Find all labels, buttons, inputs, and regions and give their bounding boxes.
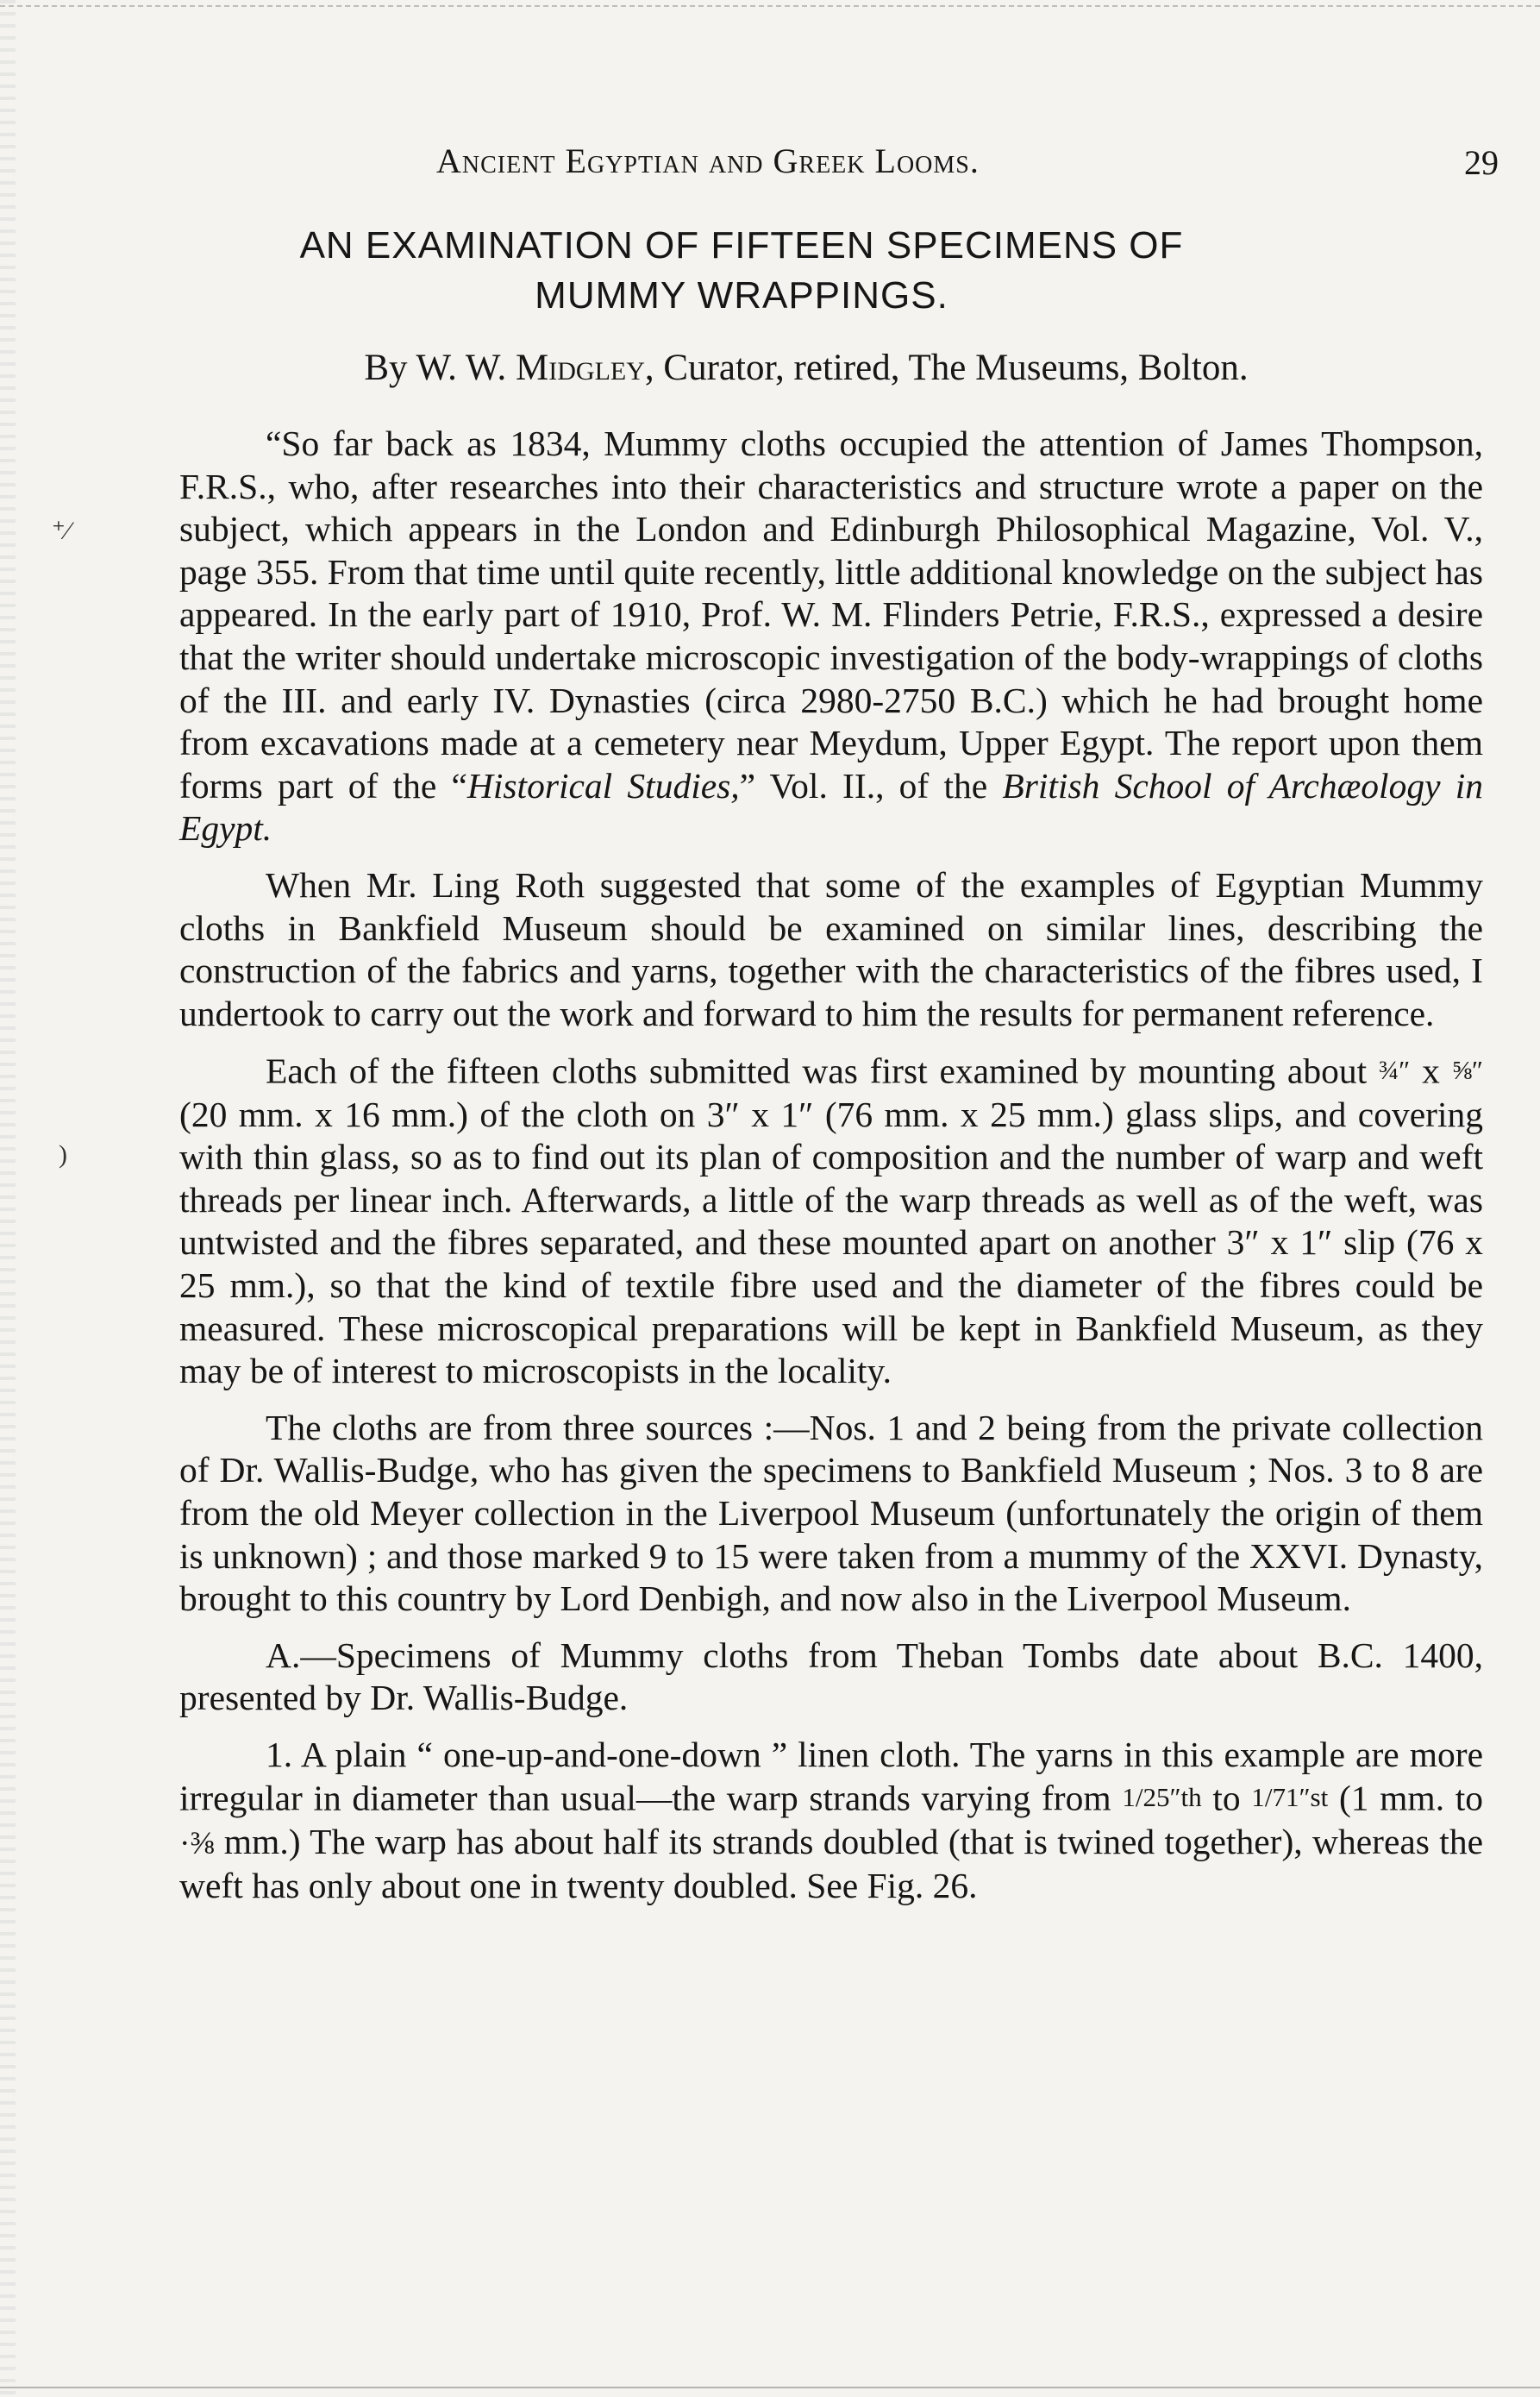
paragraph-text: Each of the fifteen cloths submitted was first examined by mounting about (266, 1051, 1379, 1091)
italic-text: Historical Studies, (466, 765, 740, 806)
byline-author: Midgley (516, 348, 645, 388)
paragraph-text: 1. A plain “ one-up-and-one-down ” linen cloth. The yarns in this example are more irregular in diameter than usual—the warp strands varying from (179, 1734, 1483, 1819)
paragraph-text: “So far back as 1834, Mummy cloths occupied the attention of James Thompson, F.R.S., who, after researches into their characteristics and structure wrote a paper on the subject, which appears in the London and Edinburgh Philosophical Magazine, Vol. V., page 355. From that time until quite recently, little additional knowledge on the subject has appeared. In the early part of 1910, Prof. W. M. Flinders Petrie, F.R.S., expressed a desire that the writer should undertake microscopic investigation of the body-wrappings of cloths of the III. and early IV. Dynasties (circa 2980-2750 B.C.) which he had brought home from excavations made at a cemetery near Meydum, Upper Egypt. The report upon them forms part of the “ (179, 424, 1483, 806)
left-page-edge (0, 0, 16, 2397)
fraction: ⅝″ (1451, 1055, 1484, 1086)
article-body (179, 423, 1483, 1922)
paragraph-2: When Mr. Ling Roth suggested that some of the examples of Egyptian Mummy cloths in Bankfield Museum should be examined on similar lines, describing the construction of the fabrics and yarns, together with the characteristics of the fibres used, I undertook to carry out the work and forward to him the results for permanent reference. (179, 864, 1483, 1033)
fraction: ·⅜ (179, 1825, 215, 1861)
paragraph-text: (20 mm. x 16 mm.) of the cloth on 3″ x 1″ (76 mm. x 25 mm.) glass slips, and covering with thin glass, so as to find out its plan of composition and the number of warp and weft threads per linear inch. Afterwards, a little of the warp threads as well as of the weft, was untwisted and the fibres separated, and these mounted apart on another 3″ x 1″ slip (76 x 25 mm.), so that the kind of textile fibre used and the diameter of the fibres could be measured. These microscopical preparations will be kept in Bankfield Museum, as they may be of interest to microscopists in the locality. (179, 1094, 1483, 1391)
paragraph-text: mm.) The warp has about half its strands doubled (that is twined together), whereas the weft has only about one in twenty doubled. See Fig. 26. (179, 1821, 1483, 1906)
section-heading-a: A.—Specimens of Mummy cloths from Theban Tombs date about B.C. 1400, presented by Dr. Wallis-Budge. (179, 1635, 1483, 1718)
paragraph-text: to (1201, 1779, 1252, 1819)
running-head: Ancient Egyptian and Greek Looms. (436, 141, 980, 180)
paragraph-text: (1 mm. to (1328, 1779, 1484, 1819)
paragraph-specimen-1 (179, 1734, 1483, 1908)
paragraph-1 (179, 423, 1483, 850)
top-page-edge (0, 0, 1540, 7)
paragraph-text: ” Vol. II., of the (739, 765, 1003, 806)
italic-text: British School of Archæology in Egypt. (179, 765, 1483, 849)
paragraph-3 (179, 1049, 1483, 1392)
byline (172, 347, 1440, 389)
article-title: AN EXAMINATION OF FIFTEEN SPECIMENS OF MUMMY WRAPPINGS. (299, 224, 1184, 317)
paragraph-text: x (1410, 1051, 1452, 1091)
margin-mark: ⁺⁄ (52, 517, 70, 545)
bottom-page-edge (0, 2387, 1540, 2397)
byline-suffix: , Curator, retired, The Museums, Bolton. (644, 348, 1249, 388)
page-number: 29 (1464, 143, 1499, 182)
paragraph-4: The cloths are from three sources :—Nos. 1 and 2 being from the private collection of Dr. Wallis-Budge, who has given the specimens to Bankfield Museum ; Nos. 3 to 8 are from the old Meyer collection in the Liverpool Museum (unfortunately the origin of them is unknown) ; and those marked 9 to 15 were taken from a mummy of the XXVI. Dynasty, brought to this country by Lord Denbigh, and now also in the Liverpool Museum. (179, 1407, 1483, 1619)
byline-prefix: By W. W. (364, 348, 507, 388)
fraction: ¾″ (1378, 1055, 1411, 1086)
fraction: 1/71″st (1251, 1782, 1329, 1813)
margin-mark: ) (59, 1140, 67, 1169)
fraction: 1/25″th (1122, 1782, 1202, 1813)
